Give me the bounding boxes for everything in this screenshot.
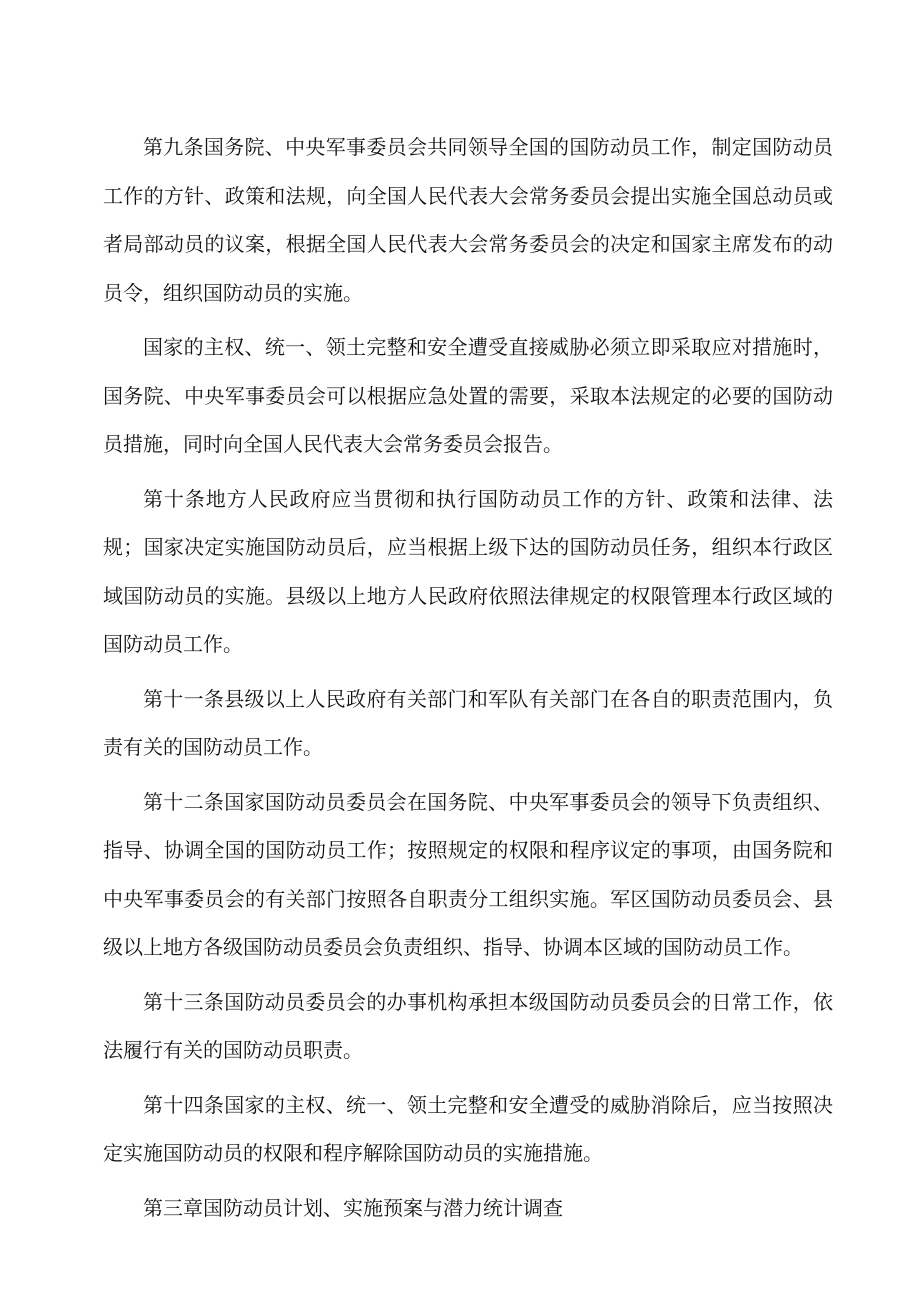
document-body — [103, 123, 833, 1238]
emergency-measures-paragraph: 国家的主权、统一、领土完整和安全遭受直接威胁必须立即采取应对措施时，国务院、中央军事委员会可以根据应急处置的需要，采取本法规定的必要的国防动员措施，同时向全国人民代表大会常务委员会报告。 — [103, 335, 833, 456]
chapter-3-heading: 第三章国防动员计划、实施预案与潜力统计调查 — [143, 1195, 563, 1220]
article-14-paragraph: 第十四条国家的主权、统一、领土完整和安全遭受的威胁消除后，应当按照决定实施国防动员的权限和程序解除国防动员的实施措施。 — [103, 1092, 833, 1165]
article-9-paragraph: 第九条国务院、中央军事委员会共同领导全国的国防动员工作，制定国防动员工作的方针、政策和法规，向全国人民代表大会常务委员会提出实施全国总动员或者局部动员的议案，根据全国人民代表大会常务委员会的决定和国家主席发布的动员令，组织国防动员的实施。 — [103, 135, 833, 305]
article-13-paragraph: 第十三条国防动员委员会的办事机构承担本级国防动员委员会的日常工作，依法履行有关的国防动员职责。 — [103, 989, 833, 1062]
article-12-paragraph: 第十二条国家国防动员委员会在国务院、中央军事委员会的领导下负责组织、指导、协调全国的国防动员工作；按照规定的权限和程序议定的事项，由国务院和中央军事委员会的有关部门按照各自职责分工组织实施。军区国防动员委员会、县级以上地方各级国防动员委员会负责组织、指导、协调本区域的国防动员工作。 — [103, 789, 833, 959]
article-11-paragraph: 第十一条县级以上人民政府有关部门和军队有关部门在各自的职责范围内，负责有关的国防动员工作。 — [103, 686, 833, 759]
article-10-paragraph: 第十条地方人民政府应当贯彻和执行国防动员工作的方针、政策和法律、法规；国家决定实施国防动员后，应当根据上级下达的国防动员任务，组织本行政区域国防动员的实施。县级以上地方人民政府依照法律规定的权限管理本行政区域的国防动员工作。 — [103, 486, 833, 656]
